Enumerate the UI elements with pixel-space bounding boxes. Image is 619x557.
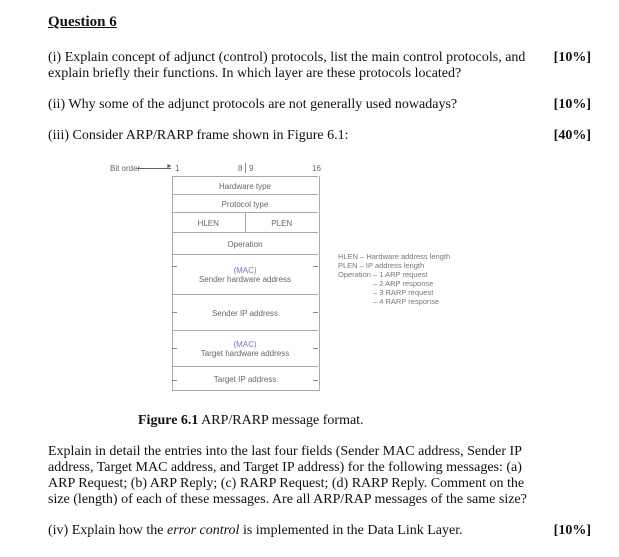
question-ii-text: (ii) Why some of the adjunct protocols are not generally used nowadays? <box>48 97 458 112</box>
explain-paragraph: Explain in detail the entries into the last four fields (Sender MAC address, Sender IP address, Target MAC address, and Target IP address) for the following messages: (a) ARP Request; (b) ARP Reply; (c) RARP Request; (d) RARP Reply. Comment on the size (length) of each of these messages. Are all ARP/RAP messages of the same size? <box>48 444 527 507</box>
sender-ip-label: Sender IP address <box>211 308 279 318</box>
tick-left <box>172 380 177 381</box>
plen-label: PLEN <box>271 218 293 228</box>
question-iv-prefix: (iv) Explain how the <box>48 523 167 538</box>
target-ip-label: Target IP address <box>213 374 277 384</box>
legend-line: Operation – 1 ARP request <box>338 270 428 279</box>
bit-mark-16: 16 <box>312 164 321 173</box>
legend-line: – 3 RARP request <box>373 288 434 297</box>
legend-line: – 2 ARP response <box>373 279 434 288</box>
row-protocol-type <box>172 194 318 213</box>
target-hardware-label: Target hardware address <box>200 349 290 358</box>
figure-caption-label: Figure 6.1 <box>138 413 199 428</box>
arrow-head-icon: ► <box>166 163 173 170</box>
tick-right <box>313 380 318 381</box>
row-hlen-plen <box>172 212 318 233</box>
row-operation <box>172 232 318 255</box>
legend-line: PLEN – IP address length <box>338 261 425 270</box>
tick-left <box>172 266 177 267</box>
tick-left <box>172 312 177 313</box>
question-heading: Question 6 <box>48 14 117 30</box>
sender-mac-tag: (MAC) <box>233 266 257 275</box>
question-i-text: (i) Explain concept of adjunct (control) protocols, list the main control protocols, and explain briefly their functions. In which layer are these protocols located? <box>48 50 526 81</box>
question-iii-text: (iii) Consider ARP/RARP frame shown in Figure 6.1: <box>48 128 349 143</box>
bit-divider <box>245 163 246 173</box>
hlen-label: HLEN <box>172 213 246 233</box>
bit-mark-1: 1 <box>175 164 180 173</box>
row-target-hardware <box>172 330 318 367</box>
question-iv-suffix: is implemented in the Data Link Layer. <box>239 523 463 538</box>
row-hardware-type <box>172 176 318 195</box>
figure-legend <box>338 252 450 306</box>
tick-left <box>172 348 177 349</box>
question-iv-emphasis: error control <box>166 523 240 538</box>
row-sender-ip <box>172 294 318 331</box>
legend-line: – 4 RARP response <box>373 297 440 306</box>
row-target-ip <box>172 366 318 391</box>
bit-mark-8: 8 <box>238 164 243 173</box>
bit-order-label: Bit order <box>110 164 141 173</box>
hardware-type-label: Hardware type <box>218 181 272 191</box>
question-i-mark: [10%] <box>553 50 591 65</box>
question-iv-text <box>48 523 528 539</box>
target-mac-tag: (MAC) <box>233 340 257 349</box>
question-ii-mark: [10%] <box>553 97 591 112</box>
row-sender-hardware <box>172 254 318 295</box>
bit-mark-9: 9 <box>249 164 254 173</box>
tick-right <box>313 266 318 267</box>
tick-right <box>313 348 318 349</box>
question-iv-mark: [10%] <box>553 523 591 538</box>
operation-label: Operation <box>227 239 263 249</box>
question-iii-mark: [40%] <box>553 128 591 143</box>
sender-hardware-label: Sender hardware address <box>198 275 292 284</box>
legend-line: HLEN – Hardware address length <box>338 252 451 261</box>
tick-right <box>313 312 318 313</box>
protocol-type-label: Protocol type <box>221 199 269 209</box>
figure-caption-text: ARP/RARP message format. <box>198 413 364 428</box>
figure-caption <box>138 413 364 429</box>
